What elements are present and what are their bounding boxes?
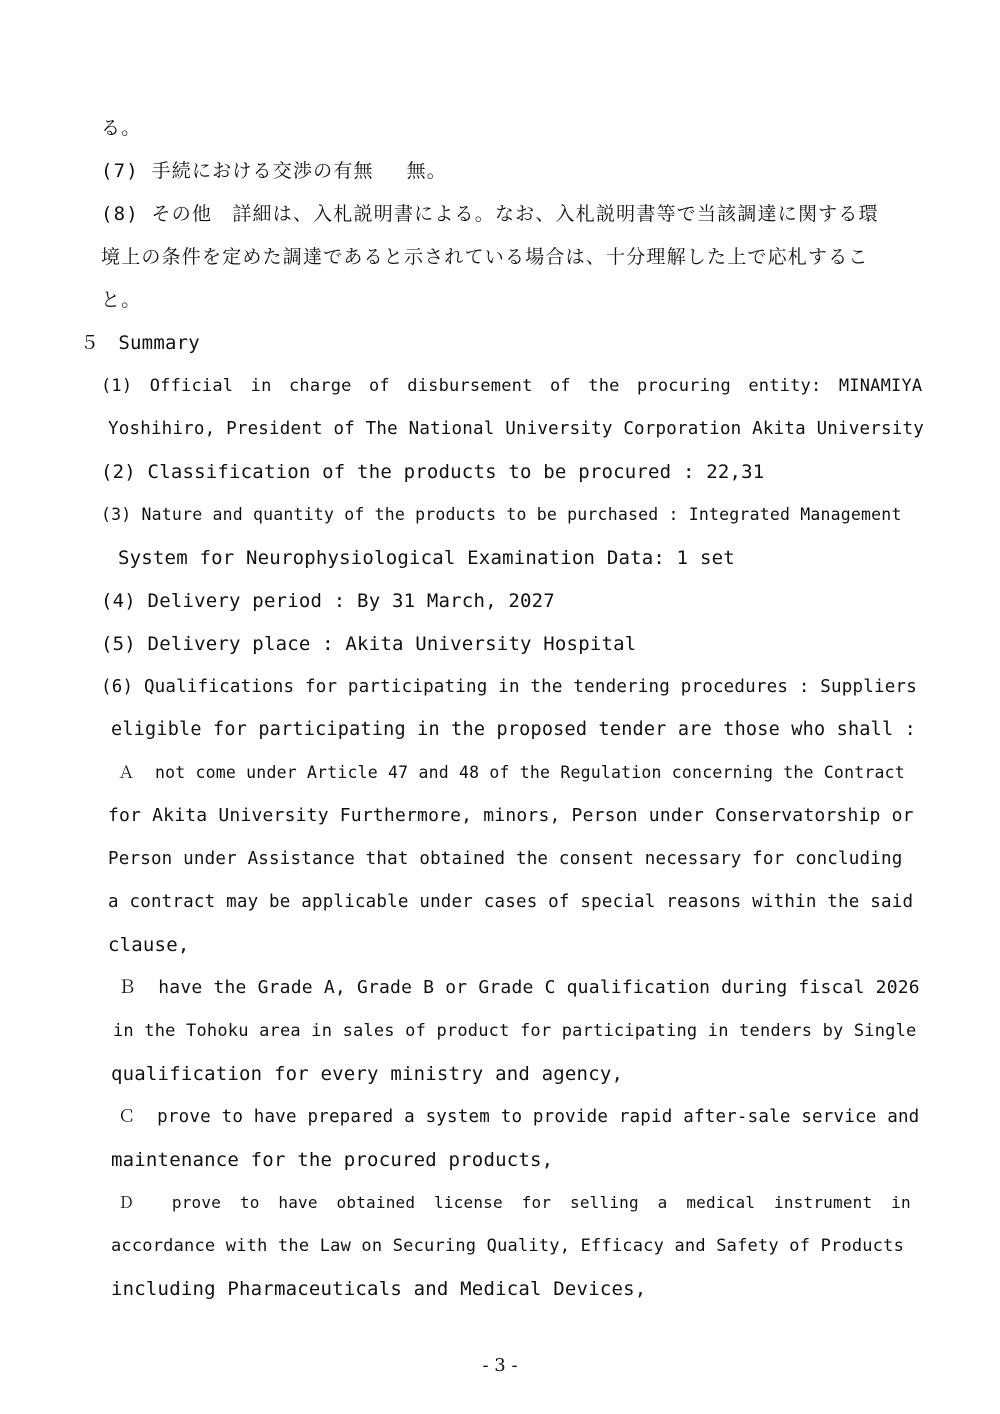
summary-item-5: (5) Delivery place : Akita University Hospital xyxy=(101,633,637,655)
qualification-a-line-1: Ａ not come under Article 47 and 48 of the Regulation concerning the Contract xyxy=(118,763,905,782)
qualification-a-line-2: for Akita University Furthermore, minors, Person under Conservatorship or xyxy=(108,805,914,826)
summary-item-4: (4) Delivery period : By 31 March, 2027 xyxy=(101,590,555,612)
qualification-b-line-3: qualification for every ministry and agency, xyxy=(111,1063,624,1085)
jp-item-8-line-2: 境上の条件を定めた調達であると示されている場合は、十分理解した上で応札するこ xyxy=(101,246,869,268)
qualification-b-line-2: in the Tohoku area in sales of product for participating in tenders by Single xyxy=(113,1021,917,1041)
summary-item-3-line-2: System for Neurophysiological Examination Data: 1 set xyxy=(118,547,735,569)
summary-item-3-line-1: (3) Nature and quantity of the products to be purchased : Integrated Management xyxy=(101,505,902,524)
summary-item-1-line-1: (1) Official in charge of disbursement of the procuring entity: MINAMIYA xyxy=(101,376,923,396)
qualification-d-line-1: Ｄ prove to have obtained license for selling a medical instrument in xyxy=(118,1193,911,1212)
summary-item-6-line-2: eligible for participating in the proposed tender are those who shall : xyxy=(111,719,916,740)
jp-item-8-line-1: (8) その他 詳細は、入札説明書による。なお、入札説明書等で当該調達に関する環 xyxy=(101,203,879,225)
summary-item-2: (2) Classification of the products to be procured : 22,31 xyxy=(101,461,765,483)
jp-item-8-line-3: と。 xyxy=(101,289,142,311)
qualification-a-line-4: a contract may be applicable under cases of special reasons within the said xyxy=(108,892,914,912)
summary-item-1-line-2: Yoshihiro, President of The National University Corporation Akita University xyxy=(108,419,924,439)
summary-heading: ５ Summary xyxy=(80,332,200,354)
qualification-d-line-3: including Pharmaceuticals and Medical Devices, xyxy=(111,1278,647,1300)
jp-item-7: (7) 手続における交渉の有無 無。 xyxy=(101,160,447,182)
qualification-a-line-5: clause, xyxy=(108,934,190,956)
page-number: - 3 - xyxy=(482,1355,518,1376)
summary-item-6-line-1: (6) Qualifications for participating in the tendering procedures : Suppliers xyxy=(101,677,917,697)
qualification-d-line-2: accordance with the Law on Securing Quality, Efficacy and Safety of Products xyxy=(111,1236,905,1256)
qualification-c-line-2: maintenance for the procured products, xyxy=(111,1149,554,1171)
qualification-b-line-1: Ｂ have the Grade A, Grade B or Grade C qualification during fiscal 2026 xyxy=(118,977,920,998)
qualification-c-line-1: Ｃ prove to have prepared a system to provide rapid after-sale service and xyxy=(118,1107,920,1127)
jp-continuation-line: る。 xyxy=(101,117,142,139)
qualification-a-line-3: Person under Assistance that obtained the consent necessary for concluding xyxy=(108,849,903,869)
